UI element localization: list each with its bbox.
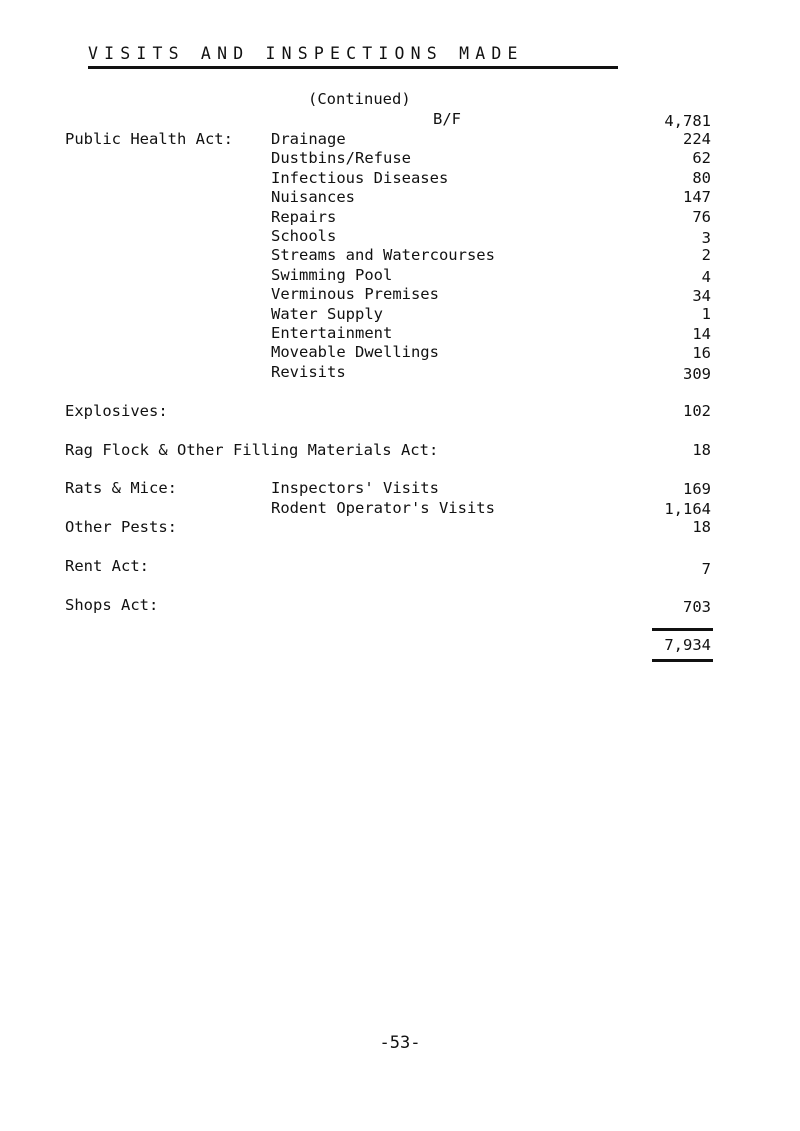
public-health-heading: Public Health Act: — [65, 130, 233, 148]
grand-total: 7,934 — [664, 636, 711, 654]
brought-forward-label: B/F — [433, 110, 461, 128]
other-pests-value: 18 — [692, 518, 711, 536]
list-item-label: Schools — [271, 227, 337, 245]
list-item-value: 34 — [692, 287, 711, 305]
list-item-value: 80 — [692, 169, 711, 187]
list-item-value: 169 — [683, 480, 711, 498]
rag-flock-heading: Rag Flock & Other Filling Materials Act: — [65, 441, 439, 459]
list-item-label: Dustbins/Refuse — [271, 149, 411, 167]
list-item-label: Drainage — [271, 130, 346, 148]
other-pests-heading: Other Pests: — [65, 518, 177, 536]
rent-act-value: 7 — [701, 560, 711, 578]
list-item-label: Swimming Pool — [271, 266, 393, 284]
brought-forward-value: 4,781 — [664, 112, 711, 130]
explosives-heading: Explosives: — [65, 402, 168, 420]
list-item-label: Inspectors' Visits — [271, 479, 439, 497]
list-item-value: 16 — [692, 344, 711, 362]
page-title: VISITS AND INSPECTIONS MADE — [88, 44, 524, 63]
list-item-value: 1 — [701, 305, 711, 323]
list-item-value: 4 — [701, 268, 711, 286]
explosives-value: 102 — [683, 402, 711, 420]
rats-mice-heading: Rats & Mice: — [65, 479, 177, 497]
list-item-value: 224 — [683, 130, 711, 148]
continued-label: (Continued) — [308, 90, 411, 108]
title-underline — [88, 66, 618, 69]
total-bottom-rule — [652, 659, 713, 662]
list-item-label: Entertainment — [271, 324, 393, 342]
rag-flock-value: 18 — [692, 441, 711, 459]
list-item-value: 1,164 — [664, 500, 711, 518]
list-item-value: 3 — [701, 229, 711, 247]
list-item-value: 62 — [692, 149, 711, 167]
shops-act-value: 703 — [683, 598, 711, 616]
list-item-label: Water Supply — [271, 305, 383, 323]
page-number: -53- — [379, 1033, 421, 1053]
total-top-rule — [652, 628, 713, 631]
shops-act-heading: Shops Act: — [65, 596, 159, 614]
list-item-value: 76 — [692, 208, 711, 226]
list-item-label: Nuisances — [271, 188, 355, 206]
rent-act-heading: Rent Act: — [65, 557, 149, 575]
list-item-label: Repairs — [271, 208, 337, 226]
list-item-label: Moveable Dwellings — [271, 343, 439, 361]
list-item-label: Verminous Premises — [271, 285, 439, 303]
list-item-value: 147 — [683, 188, 711, 206]
list-item-label: Rodent Operator's Visits — [271, 499, 495, 517]
list-item-value: 309 — [683, 365, 711, 383]
list-item-label: Streams and Watercourses — [271, 246, 495, 264]
list-item-label: Infectious Diseases — [271, 169, 449, 187]
list-item-value: 14 — [692, 325, 711, 343]
list-item-value: 2 — [701, 246, 711, 264]
list-item-label: Revisits — [271, 363, 346, 381]
